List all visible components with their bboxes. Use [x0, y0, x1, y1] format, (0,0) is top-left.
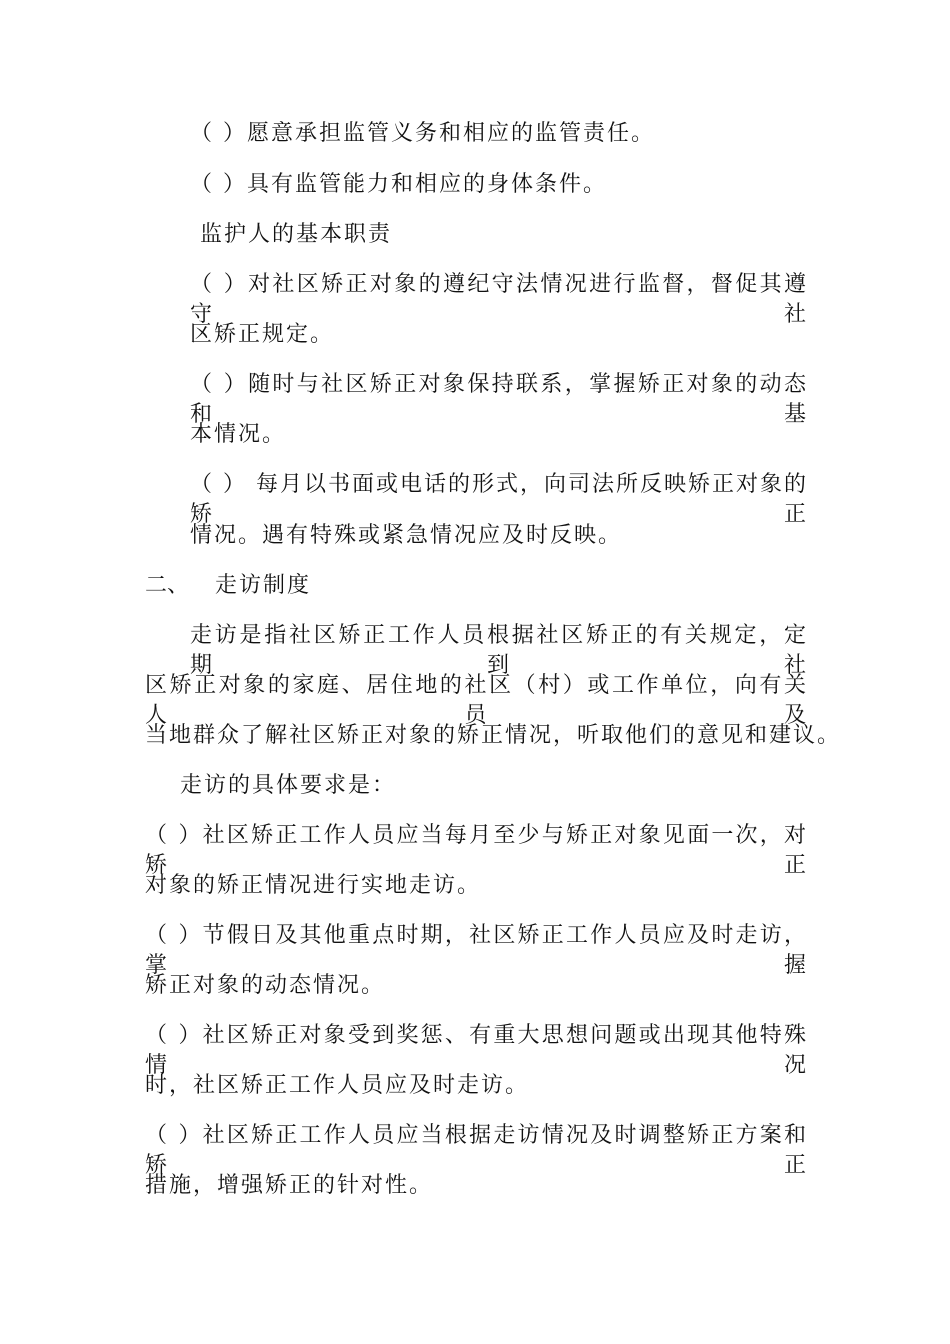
duty-3-line-2: 情况。遇有特殊或紧急情况应及时反映。 — [190, 523, 623, 548]
requirement-2-line-2: 矫正对象的动态情况。 — [145, 973, 386, 998]
section-title-visit-system: 走访制度 — [215, 573, 312, 598]
requirement-3-line-2: 时，社区矫正工作人员应及时走访。 — [145, 1073, 530, 1098]
requirement-2-line-1: （ ）节假日及其他重点时期，社区矫正工作人员应及时走访，掌握 — [145, 923, 808, 978]
requirement-1-line-2: 对象的矫正情况进行实地走访。 — [145, 873, 482, 898]
duty-3-line-1: （ ） 每月以书面或电话的形式，向司法所反映矫正对象的矫正 — [190, 472, 808, 527]
duty-1-line-2: 区矫正规定。 — [190, 322, 335, 347]
requirement-1-line-1: （ ）社区矫正工作人员应当每月至少与矫正对象见面一次，对矫正 — [145, 823, 808, 878]
section-number: 二、 — [145, 573, 190, 598]
requirement-4-line-1: （ ）社区矫正工作人员应当根据走访情况及时调整矫正方案和矫正 — [145, 1123, 808, 1178]
duty-2-line-2: 本情况。 — [190, 422, 287, 447]
item-willing-to-supervise: （ ）愿意承担监管义务和相应的监管责任。 — [190, 121, 655, 146]
duty-2-line-1: （ ）随时与社区矫正对象保持联系，掌握矫正对象的动态和基 — [190, 372, 808, 427]
visit-definition-line-3: 当地群众了解社区矫正对象的矫正情况，听取他们的意见和建议。 — [145, 723, 842, 748]
duty-1-line-1: （ ）对社区矫正对象的遵纪守法情况进行监督，督促其遵守社 — [190, 272, 808, 327]
visit-requirements-heading: 走访的具体要求是： — [180, 773, 397, 798]
visit-definition-line-1: 走访是指社区矫正工作人员根据社区矫正的有关规定，定期到社 — [190, 623, 808, 678]
guardian-duties-heading: 监护人的基本职责 — [200, 222, 393, 247]
item-ability-to-supervise: （ ）具有监管能力和相应的身体条件。 — [190, 172, 607, 197]
requirement-4-line-2: 措施，增强矫正的针对性。 — [145, 1173, 434, 1198]
requirement-3-line-1: （ ）社区矫正对象受到奖惩、有重大思想问题或出现其他特殊情况 — [145, 1023, 808, 1078]
visit-definition-line-2: 区矫正对象的家庭、居住地的社区（村）或工作单位，向有关人员及 — [145, 673, 808, 728]
